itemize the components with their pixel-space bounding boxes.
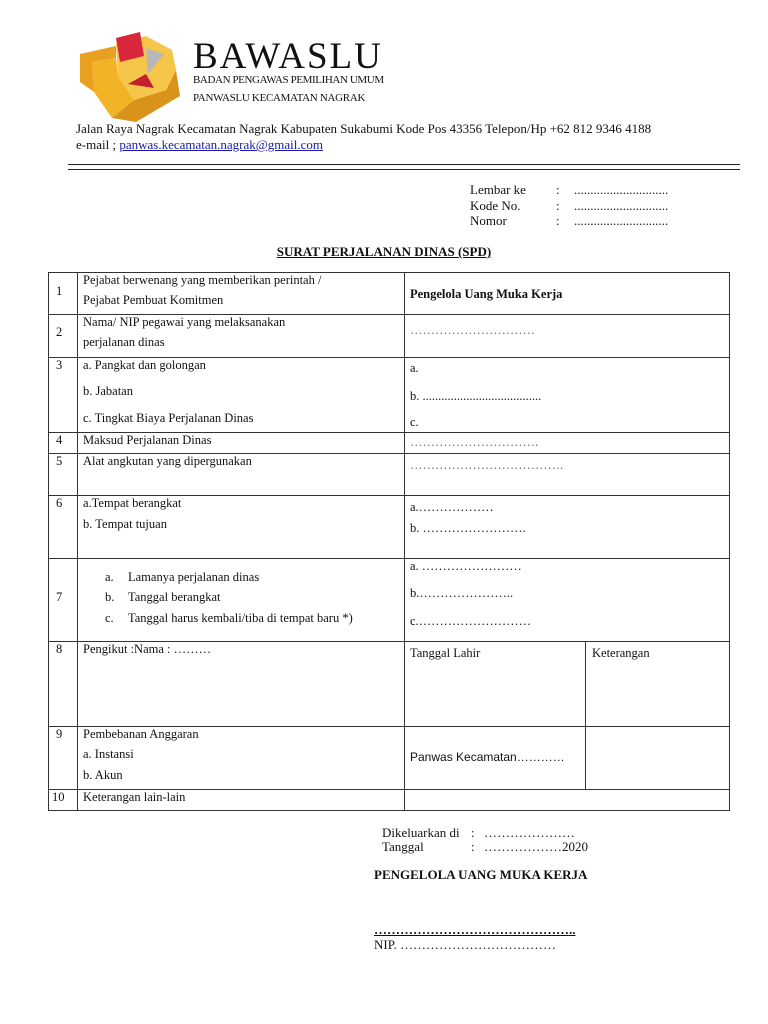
email-label: e-mail ;: [76, 137, 117, 152]
row-number: 8: [56, 642, 63, 656]
row-value: Pengelola Uang Muka Kerja: [410, 287, 563, 301]
signer-title: PENGELOLA UANG MUKA KERJA: [374, 867, 588, 882]
row-label: c. Tingkat Biaya Perjalanan Dinas: [83, 411, 254, 425]
issued-place-label: Dikeluarkan di: [382, 825, 460, 840]
row-value: ……………………………….: [410, 458, 564, 472]
row-label: Keterangan lain-lain: [83, 790, 186, 804]
meta-label: Lembar ke: [470, 182, 526, 197]
row-number: 9: [56, 727, 63, 741]
nip-line: NIP. ………………………………: [374, 937, 557, 952]
signature-line: ………………………………………..: [374, 922, 576, 937]
meta-value: .............................: [574, 197, 669, 213]
meta-label: Kode No.: [470, 197, 521, 213]
meta-row-kode: [470, 198, 668, 214]
cell-no-9: [48, 726, 78, 790]
row-label: b. Tempat tujuan: [83, 517, 167, 531]
cell-no-7: [48, 558, 78, 642]
row-label: Pejabat berwenang yang memberikan perintah /: [83, 273, 322, 287]
date-value: ………………2020: [484, 839, 588, 854]
cell-no-2: [48, 314, 78, 358]
row-number: 5: [56, 454, 63, 468]
list-marker: a.: [105, 570, 114, 584]
row-value: a. ……………………: [410, 559, 522, 573]
row-label: perjalanan dinas: [83, 335, 165, 349]
row-label: a.Tempat berangkat: [83, 496, 182, 510]
cell-no-4: [48, 432, 78, 454]
row-label: Maksud Perjalanan Dinas: [83, 433, 212, 447]
column-header-birthdate: Tanggal Lahir: [410, 646, 481, 660]
row-value: Panwas Kecamatan…………: [410, 750, 565, 764]
row-label: Tanggal harus kembali/tiba di tempat baru *): [128, 611, 353, 625]
row-label: Pembebanan Anggaran: [83, 727, 199, 741]
issued-place-value: …………………: [484, 825, 575, 840]
row-label: Lamanya perjalanan dinas: [128, 570, 260, 584]
row-number: 7: [56, 590, 63, 604]
meta-row-nomor: [470, 213, 668, 229]
bawaslu-logo: [76, 30, 186, 124]
meta-row-lembar: [470, 182, 668, 198]
meta-sep: :: [556, 213, 560, 228]
meta-value: .............................: [574, 182, 669, 197]
date-sep: :: [471, 839, 475, 854]
document-meta: [470, 182, 668, 229]
row-label: Nama/ NIP pegawai yang melaksanakan: [83, 315, 286, 329]
row-number: 4: [56, 433, 63, 447]
row-label: Tanggal berangkat: [128, 590, 221, 604]
row-label: Pengikut :Nama : ………: [83, 642, 212, 656]
row-label: a. Pangkat dan golongan: [83, 358, 206, 372]
address: Jalan Raya Nagrak Kecamatan Nagrak Kabupaten Sukabumi Kode Pos 43356 Telepon/Hp +62 812 9346 4188: [76, 121, 652, 136]
meta-sep: :: [556, 182, 560, 197]
cell-no-5: [48, 453, 78, 496]
row-label: b. Jabatan: [83, 384, 133, 398]
email-link[interactable]: panwas.kecamatan.nagrak@gmail.com: [119, 137, 323, 152]
row-value: a.: [410, 361, 419, 375]
email-line: [76, 137, 323, 153]
row-label: b. Akun: [83, 768, 123, 782]
row-value: ………………………….: [410, 435, 539, 449]
list-marker: c.: [105, 611, 114, 625]
row-number: 10: [52, 790, 65, 804]
row-value: b. ......................................: [410, 389, 542, 403]
cell-no-8: [48, 641, 78, 727]
row-number: 3: [56, 358, 63, 372]
cell-no-6: [48, 495, 78, 559]
row-value: c.………………………: [410, 614, 532, 628]
spd-form-table: [48, 272, 730, 811]
row-label: a. Instansi: [83, 747, 134, 761]
header-rule-top: [68, 164, 740, 165]
row-value: c.: [410, 415, 419, 429]
org-full-name: BADAN PENGAWAS PEMILIHAN UMUM: [193, 74, 384, 86]
row-number: 6: [56, 496, 63, 510]
row-value: a.………………: [410, 500, 494, 514]
cell-no-1: [48, 272, 78, 315]
date-label: Tanggal: [382, 839, 424, 854]
cell-no-3: [48, 357, 78, 433]
cell-extra-9: [585, 726, 730, 790]
row-value: b.…………………..: [410, 586, 514, 600]
meta-value: .............................: [574, 213, 669, 228]
meta-sep: :: [556, 197, 560, 213]
header-rule-bottom: [68, 169, 740, 170]
row-value: …………………………: [410, 323, 535, 337]
row-number: 2: [56, 325, 63, 339]
row-value: b. …………………….: [410, 521, 526, 535]
list-marker: b.: [105, 590, 115, 604]
cell-value-10: [404, 789, 730, 811]
meta-label: Nomor: [470, 213, 507, 228]
org-unit-name: PANWASLU KECAMATAN NAGRAK: [193, 92, 366, 104]
row-label: Pejabat Pembuat Komitmen: [83, 293, 224, 307]
org-name: BAWASLU: [193, 36, 383, 77]
row-label: Alat angkutan yang dipergunakan: [83, 454, 252, 468]
document-title: SURAT PERJALANAN DINAS (SPD): [276, 244, 492, 259]
row-number: 1: [56, 284, 63, 298]
column-header-note: Keterangan: [592, 646, 650, 660]
issued-place-sep: :: [471, 825, 475, 840]
